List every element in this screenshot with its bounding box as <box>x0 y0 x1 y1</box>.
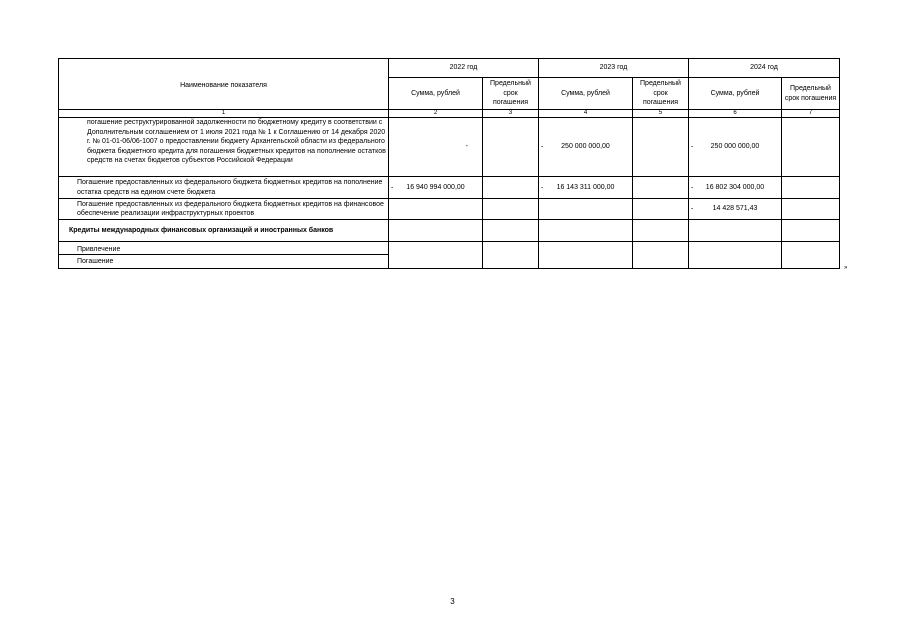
term-2024 <box>782 199 840 220</box>
dash-mark: - <box>691 143 694 151</box>
col-number-4: 4 <box>539 110 633 118</box>
dash-mark: - <box>691 205 694 213</box>
header-sum-2022: Сумма, рублей <box>389 78 483 110</box>
table-row <box>59 199 840 220</box>
term-2023 <box>633 242 689 269</box>
value-2022 <box>389 199 483 220</box>
value-2022 <box>389 177 483 199</box>
value-2024 <box>689 199 782 220</box>
col-number-5: 5 <box>633 110 689 118</box>
closing-quote-mark: » <box>844 265 848 271</box>
value-text: 16 802 304 000,00 <box>705 183 765 191</box>
dash-mark: - <box>541 143 544 151</box>
value-2022 <box>389 242 483 269</box>
value-text: 16 143 311 000,00 <box>556 183 615 191</box>
value-2022: - <box>389 118 483 177</box>
term-2022 <box>483 242 539 269</box>
table-row <box>59 118 840 177</box>
col-number-3: 3 <box>483 110 539 118</box>
value-2023 <box>539 118 633 177</box>
term-2024 <box>782 242 840 269</box>
col-number-6: 6 <box>689 110 782 118</box>
value-2024 <box>689 118 782 177</box>
term-2024 <box>782 118 840 177</box>
term-2024 <box>782 220 840 242</box>
value-text: 250 000 000,00 <box>561 143 610 151</box>
value-2023 <box>539 242 633 269</box>
term-2023 <box>633 199 689 220</box>
term-2022 <box>483 177 539 199</box>
header-term-2024: Предельный срок погашения <box>782 78 840 110</box>
term-2022 <box>483 220 539 242</box>
header-sum-2023: Сумма, рублей <box>539 78 633 110</box>
row-label: Погашение предоставленных из федерального бюджета бюджетных кредитов на финансовое обеспечение реализации инфраструктурных проектов <box>59 199 389 220</box>
header-sum-2024: Сумма, рублей <box>689 78 782 110</box>
value-2022 <box>389 220 483 242</box>
page-number: 3 <box>450 597 455 606</box>
header-term-2023: Предельный срок погашения <box>633 78 689 110</box>
row-label: Привлечение <box>59 242 389 255</box>
header-year-2024: 2024 год <box>689 59 840 78</box>
value-2023 <box>539 199 633 220</box>
header-year-2022: 2022 год <box>389 59 539 78</box>
header-name-col: Наименование показателя <box>59 59 389 110</box>
dash-mark: - <box>691 183 694 191</box>
value-text: 250 000 000,00 <box>710 143 760 151</box>
value-2023 <box>539 220 633 242</box>
dash-mark: - <box>391 183 394 191</box>
col-number-7: 7 <box>782 110 840 118</box>
table-row <box>59 242 840 255</box>
row-label: Кредиты международных финансовых организаций и иностранных банков <box>59 220 389 242</box>
term-2024 <box>782 177 840 199</box>
value-text: 16 940 994 000,00 <box>406 183 465 191</box>
term-2023 <box>633 220 689 242</box>
col-number-2: 2 <box>389 110 483 118</box>
dash-mark: - <box>541 183 544 191</box>
value-2024 <box>689 242 782 269</box>
value-2024 <box>689 177 782 199</box>
budget-table <box>58 58 840 269</box>
term-2023 <box>633 177 689 199</box>
term-2022 <box>483 118 539 177</box>
row-label: Погашение предоставленных из федерального бюджета бюджетных кредитов на пополнение остатка средств на едином счете бюджета <box>59 177 389 199</box>
row-label: Погашение <box>59 255 389 269</box>
table-row <box>59 177 840 199</box>
term-2023 <box>633 118 689 177</box>
table-row <box>59 220 840 242</box>
value-text: 14 428 571,43 <box>712 205 758 213</box>
value-2024 <box>689 220 782 242</box>
header-year-2023: 2023 год <box>539 59 689 78</box>
value-2023 <box>539 177 633 199</box>
col-number-1: 1 <box>59 110 389 118</box>
header-term-2022: Предельный срок погашения <box>483 78 539 110</box>
term-2022 <box>483 199 539 220</box>
row-label: погашение реструктурированной задолженности по бюджетному кредиту в соответствии с Дополнительным соглашением от 1 июля 2021 года № 1 к Соглашению от 14 декабря 2020 г. № 01-01-06/06-1007 о предоставлении бюджету Архангельской области из федерального бюджета бюджетного кредита для погашения бюджетных кредитов на пополнение остатков средств на счетах бюджетов субъектов Российской Федерации <box>59 118 389 177</box>
